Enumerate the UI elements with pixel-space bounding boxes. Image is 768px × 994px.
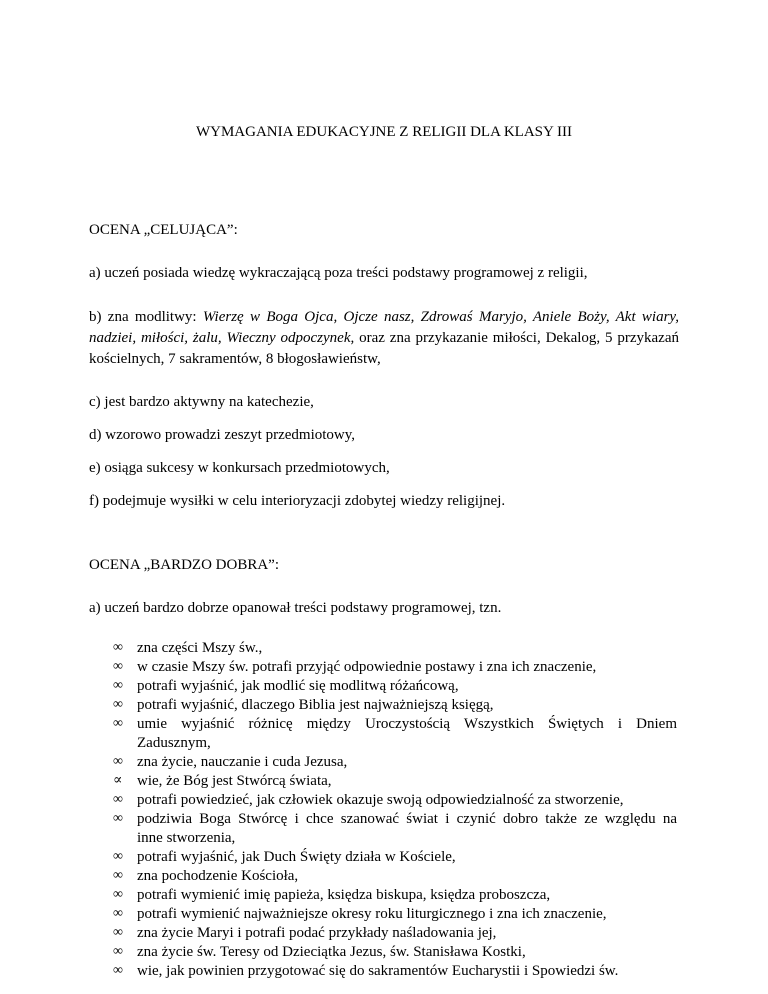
bardzo-dobra-heading: OCENA „BARDZO DOBRA”:: [89, 557, 279, 573]
infinity-bullet-icon: ∞: [113, 944, 123, 959]
list-item: w czasie Mszy św. potrafi przyjąć odpowiednie postawy i zna ich znaczenie,: [137, 659, 597, 675]
infinity-bullet-icon: ∞: [113, 887, 123, 902]
celujaca-item-d: d) wzorowo prowadzi zeszyt przedmiotowy,: [89, 427, 356, 443]
infinity-bullet-icon: ∞: [113, 659, 123, 674]
infinity-bullet-icon: ∞: [113, 925, 123, 940]
infinity-bullet-icon: ∞: [113, 697, 123, 712]
list-item: zna życie Maryi i potrafi podać przykłady naśladowania jej,: [137, 925, 497, 941]
celujaca-item-b-prefix: b) zna modlitwy:: [89, 309, 203, 325]
list-item: potrafi wyjaśnić, dlaczego Biblia jest najważniejszą księgą,: [137, 697, 494, 713]
infinity-bullet-icon: ∞: [113, 849, 123, 864]
infinity-bullet-icon: ∞: [113, 868, 123, 883]
list-item: zna życie, nauczanie i cuda Jezusa,: [137, 754, 348, 770]
celujaca-item-c: c) jest bardzo aktywny na katechezie,: [89, 394, 314, 410]
infinity-bullet-icon: ∞: [113, 716, 123, 731]
celujaca-item-b-suffix: oraz zna przykazanie miłości, Dekalog, 5 przykazań kościelnych, 7 sakramentów, 8 błogosławieństw,: [89, 330, 679, 367]
list-item: zna pochodzenie Kościoła,: [137, 868, 299, 884]
celujaca-heading: OCENA „CELUJĄCA”:: [89, 222, 238, 238]
list-item: wie, jak powinien przygotować się do sakramentów Eucharystii i Spowiedzi św.: [137, 963, 619, 979]
infinity-bullet-icon: ∞: [113, 811, 123, 826]
list-item: potrafi wymienić imię papieża, księdza biskupa, księdza proboszcza,: [137, 887, 551, 903]
celujaca-item-e: e) osiąga sukcesy w konkursach przedmiotowych,: [89, 460, 390, 476]
list-item: umie wyjaśnić różnicę między Uroczystością Wszystkich Świętych i Dniem: [137, 716, 677, 732]
list-item: potrafi wyjaśnić, jak Duch Święty działa w Kościele,: [137, 849, 456, 865]
celujaca-item-f: f) podejmuje wysiłki w celu interioryzacji zdobytej wiedzy religijnej.: [89, 493, 506, 509]
list-item: zna części Mszy św.,: [137, 640, 263, 656]
infinity-bullet-icon: ∞: [113, 754, 123, 769]
infinity-bullet-icon: ∞: [113, 792, 123, 807]
infinity-bullet-icon: ∞: [113, 678, 123, 693]
list-item-continuation: Zadusznym,: [137, 735, 211, 751]
bardzo-dobra-item-a: a) uczeń bardzo dobrze opanował treści podstawy programowej, tzn.: [89, 600, 502, 616]
list-item: potrafi wymienić najważniejsze okresy roku liturgicznego i zna ich znaczenie,: [137, 906, 607, 922]
list-item: podziwia Boga Stwórcę i chce szanować świat i czynić dobro także ze względu na: [137, 811, 677, 827]
list-item-continuation: inne stworzenia,: [137, 830, 236, 846]
proportional-bullet-icon: ∝: [113, 773, 123, 788]
list-item: potrafi wyjaśnić, jak modlić się modlitwą różańcową,: [137, 678, 459, 694]
infinity-bullet-icon: ∞: [113, 963, 123, 978]
list-item: potrafi powiedzieć, jak człowiek okazuje swoją odpowiedzialność za stworzenie,: [137, 792, 624, 808]
list-item: zna życie św. Teresy od Dzieciątka Jezus, św. Stanisława Kostki,: [137, 944, 526, 960]
infinity-bullet-icon: ∞: [113, 640, 123, 655]
celujaca-item-a: a) uczeń posiada wiedzę wykraczającą poza treści podstawy programowej z religii,: [89, 265, 588, 281]
document-title: WYMAGANIA EDUKACYJNE Z RELIGII DLA KLASY III: [195, 124, 573, 140]
list-item: wie, że Bóg jest Stwórcą świata,: [137, 773, 332, 789]
prayer-list: Wierzę w Boga Ojca, Ojcze nasz, Zdrowaś Maryjo, Aniele Boży, Akt wiary, nadziei, miłości, żalu, Wieczny odpoczynek,: [89, 309, 679, 346]
infinity-bullet-icon: ∞: [113, 906, 123, 921]
